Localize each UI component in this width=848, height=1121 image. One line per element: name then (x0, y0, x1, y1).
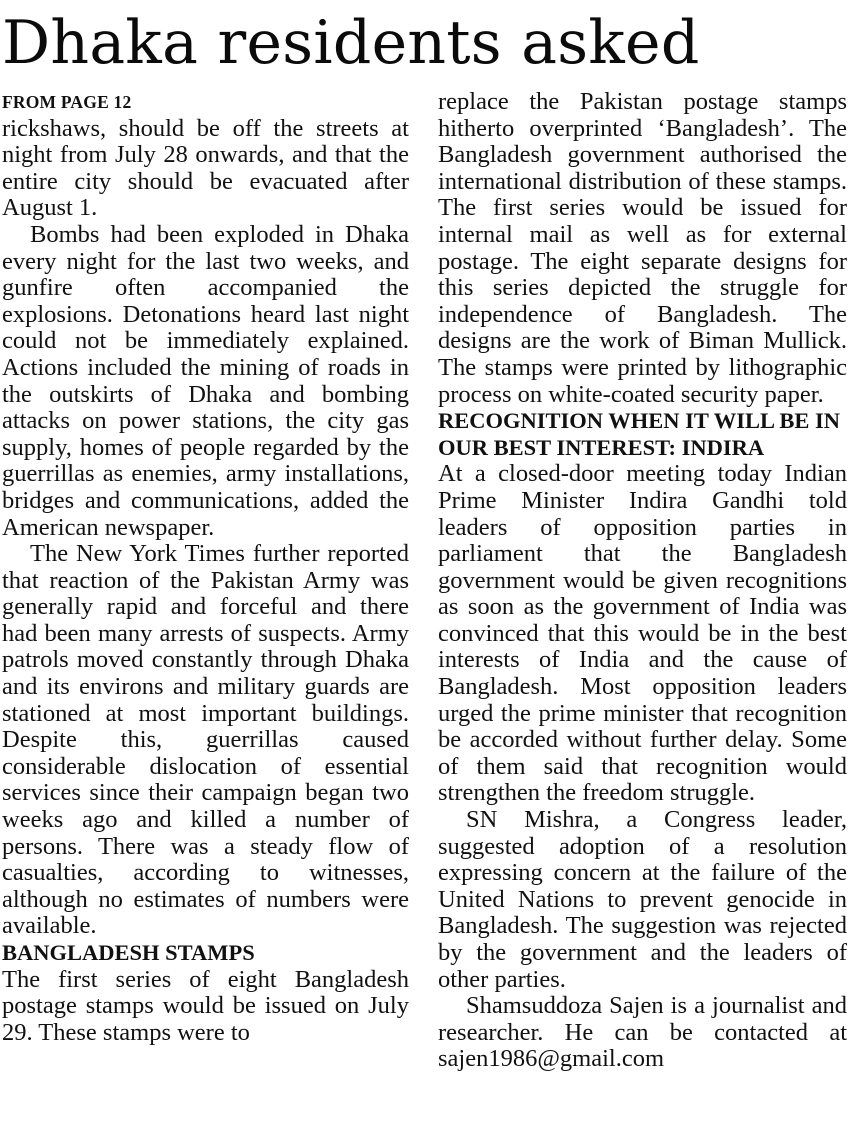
left-column (2, 89, 409, 1046)
section-subhead-stamps: BANGLADESH STAMPS (2, 940, 255, 965)
body-paragraph: Bombs had been exploded in Dhaka every night for the last two weeks, and gunfire often accompanied the explosions. Detonations heard last night could not be immediately explained. Actions included the mining of roads in the outskirts of Dhaka and bombing attacks on power stations, the city gas supply, homes of people regarded by the guerrillas as enemies, army installations, bridges and communications, added the American newspaper. (2, 220, 409, 541)
body-paragraph: rickshaws, should be off the streets at night from July 28 onwards, and that the entire city should be evacuated after August 1. (2, 114, 409, 222)
continuation-kicker: FROM PAGE 12 (2, 92, 132, 112)
right-column (438, 89, 847, 1073)
section-subhead-recognition: RECOGNITION WHEN IT WILL BE IN OUR BEST INTEREST: INDIRA (438, 408, 841, 460)
author-note: Shamsuddoza Sajen is a journalist and researcher. He can be contacted at sajen1986@gmail.com (438, 992, 847, 1073)
body-paragraph: At a closed-door meeting today Indian Prime Minister Indira Gandhi told leaders of opposition parties in parliament that the Bangladesh government would be given recognitions as soon as the government of India was convinced that this would be in the best interests of India and the cause of Bangladesh. Most opposition leaders urged the prime minister that recognition be accorded without further delay. Some of them said that recognition would strengthen the freedom struggle. (438, 460, 847, 807)
body-paragraph: replace the Pakistan postage stamps hitherto overprinted ‘Bangladesh’. The Bangladesh government authorised the international distribution of these stamps. The first series would be issued for internal mail as well as for external postage. The eight separate designs for this series depicted the struggle for independence of Bangladesh. The designs are the work of Biman Mullick. The stamps were printed by lithographic process on white-coated security paper. (438, 88, 847, 408)
body-paragraph: SN Mishra, a Congress leader, suggested adoption of a resolution expressing concern at the failure of the United Nations to prevent genocide in Bangladesh. The suggestion was rejected by the government and the leaders of other parties. (438, 806, 847, 993)
headline: Dhaka residents asked (2, 8, 700, 78)
body-paragraph: The New York Times further reported that reaction of the Pakistan Army was generally rapid and forceful and there had been many arrests of suspects. Army patrols moved constantly through Dhaka and its environs and military guards are stationed at most important buildings. Despite this, guerrillas caused considerable dislocation of essential services since their campaign began two weeks ago and killed a number of persons. There was a steady flow of casualties, according to witnesses, although no estimates of numbers were available. (2, 540, 409, 940)
body-paragraph: The first series of eight Bangladesh postage stamps would be issued on July 29. These stamps were to (2, 965, 409, 1046)
